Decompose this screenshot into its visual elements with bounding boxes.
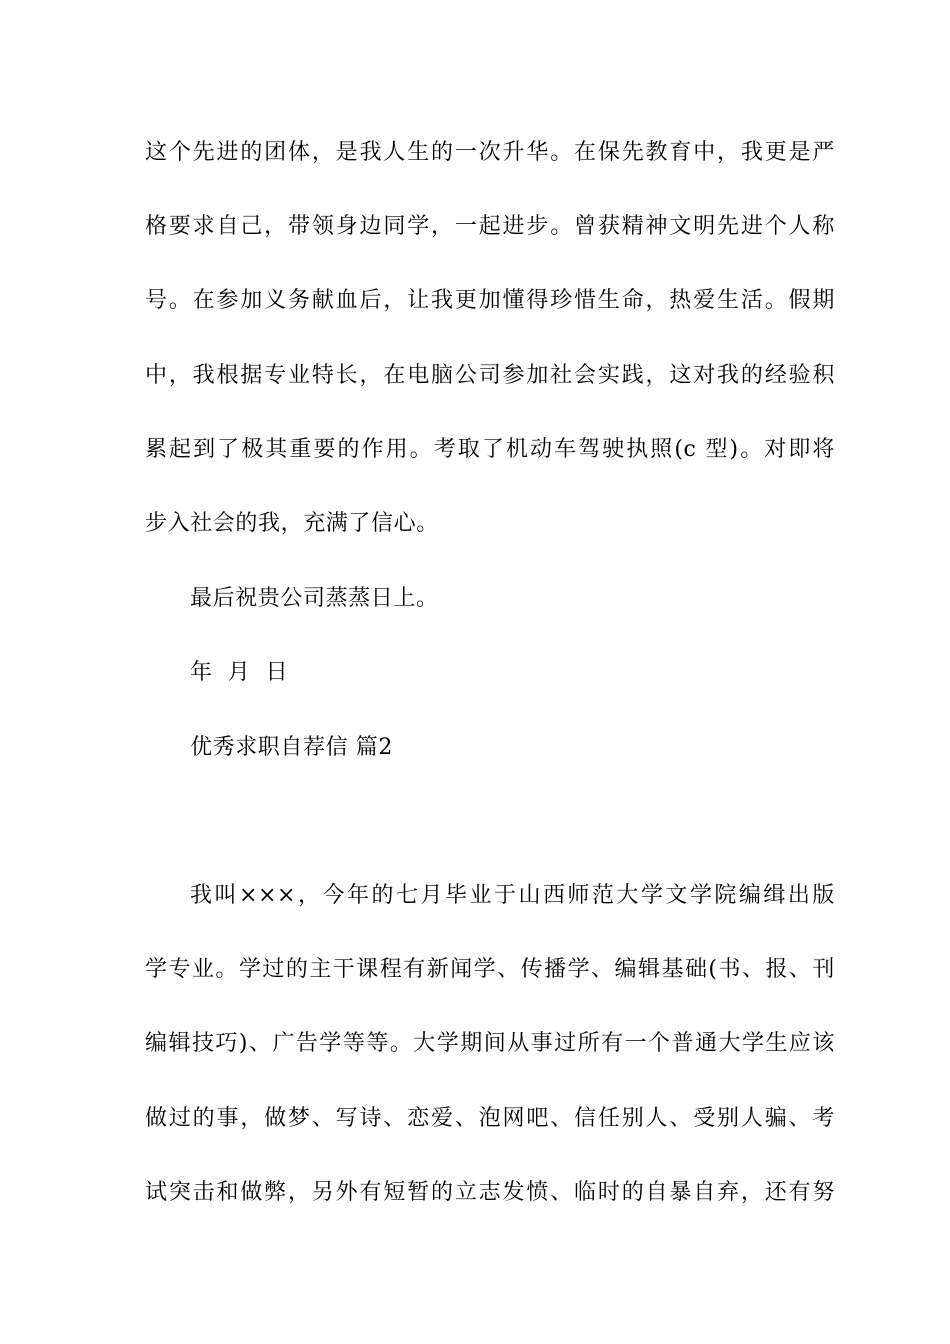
- paragraph-line: 格要求自己，带领身边同学，一起进步。曾获精神文明先进个人称: [145, 214, 835, 239]
- date-line: 年 月 日: [190, 660, 289, 685]
- closing-line: 最后祝贵公司蒸蒸日上。: [190, 586, 439, 611]
- paragraph-line: 学专业。学过的主干课程有新闻学、传播学、编辑基础(书、报、刊: [145, 957, 835, 982]
- paragraph-line: 号。在参加义务献血后，让我更加懂得珍惜生命，热爱生活。假期: [145, 288, 835, 313]
- paragraph-line: 做过的事，做梦、写诗、恋爱、泡网吧、信任别人、受别人骗、考: [145, 1106, 835, 1131]
- paragraph-line: 累起到了极其重要的作用。考取了机动车驾驶执照(c 型)。对即将: [145, 437, 835, 462]
- paragraph-line: 这个先进的团体，是我人生的一次升华。在保先教育中，我更是严: [145, 140, 835, 165]
- section-heading: 优秀求职自荐信 篇2: [190, 735, 393, 760]
- paragraph-line: 试突击和做弊，另外有短暂的立志发愤、临时的自暴自弃，还有努: [145, 1180, 835, 1205]
- paragraph-line: 我叫×××，今年的七月毕业于山西师范大学文学院编缉出版: [190, 883, 835, 908]
- paragraph-line: 中，我根据专业特长，在电脑公司参加社会实践，这对我的经验积: [145, 363, 835, 388]
- paragraph-line: 步入社会的我，充满了信心。: [145, 511, 439, 536]
- paragraph-line: 编辑技巧)、广告学等等。大学期间从事过所有一个普通大学生应该: [145, 1031, 835, 1056]
